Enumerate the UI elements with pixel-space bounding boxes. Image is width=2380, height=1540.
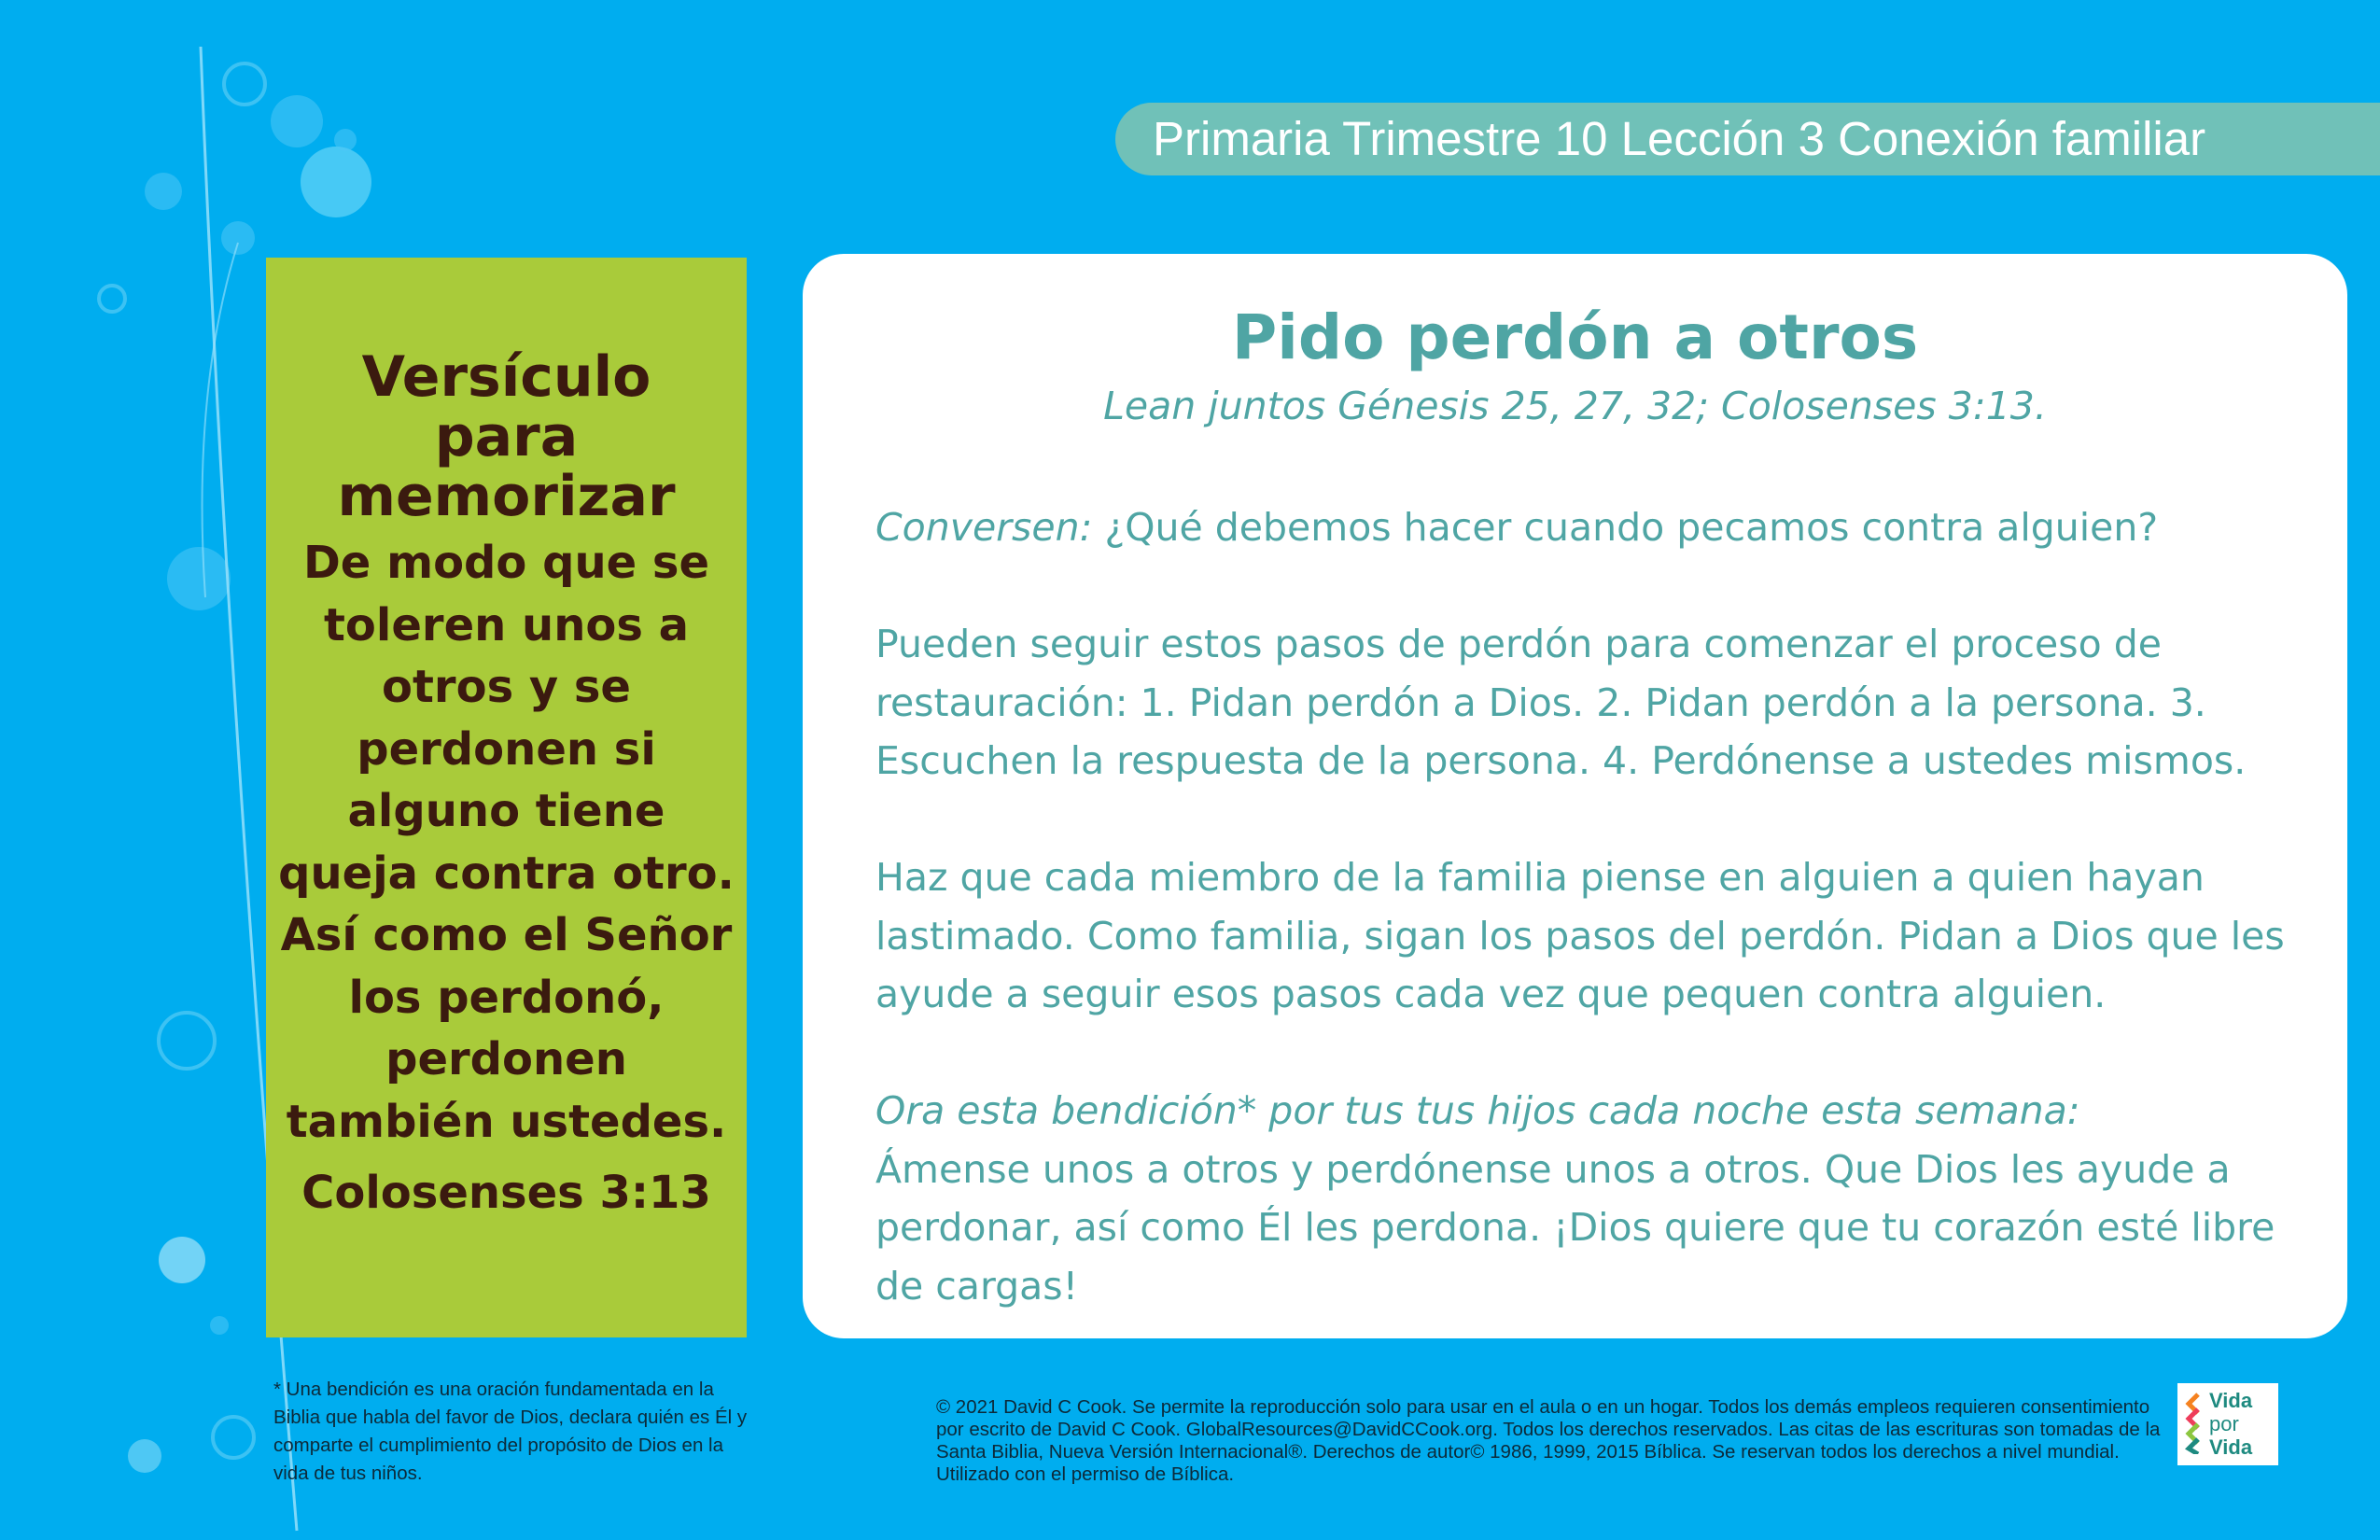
logo-chevron-icon <box>2185 1393 2205 1454</box>
logo-text <box>2209 1389 2278 1459</box>
logo-line-2: por <box>2209 1412 2239 1435</box>
vida-por-vida-logo <box>2177 1383 2278 1465</box>
family-paragraph: Haz que cada miembro de la familia piense en alguien a quien hayan lastimado. Como familia, sigan los pasos del perdón. Pidan a Dios que les ayude a seguir esos pasos cada vez que pequen contra alguien. <box>875 855 2285 1016</box>
card-body <box>875 498 2317 1374</box>
blessing-text: Ámense unos a otros y perdónense unos a otros. Que Dios les ayude a perdonar, así como Él les perdona. ¡Dios quiere que tu corazón esté libre de cargas! <box>875 1146 2275 1309</box>
memory-verse-title: Versículo para memorizar <box>337 344 676 529</box>
copyright-notice: © 2021 David C Cook. Se permite la reproducción solo para usar en el aula o en un hogar. Todos los demás empleos requieren consentimiento por escrito de David C Cook. GlobalResources@DavidCCook.org. Todos los derechos reservados. Las citas de las escrituras son tomadas de la Santa Biblia, Nueva Versión Internacional®. Derechos de autor© 1986, 1999, 2015 Bíblica. Se reservan todos los derechos a nivel mundial. Utilizado con el permiso de Bíblica. <box>936 1396 2161 1485</box>
card-subtitle: Lean juntos Génesis 25, 27, 32; Colosenses 3:13. <box>1103 384 2047 428</box>
steps-paragraph: Pueden seguir estos pasos de perdón para comenzar el proceso de restauración: 1. Pidan perdón a Dios. 2. Pidan perdón a la persona. 3. Escuchen la respuesta de la persona. 4. Perdónense a ustedes mismos. <box>875 622 2247 783</box>
memory-verse-reference: Colosenses 3:13 <box>301 1167 711 1219</box>
family-connection-card <box>803 254 2347 1338</box>
lesson-header <box>1115 103 2380 175</box>
blessing-footnote: * Una bendición es una oración fundamentada en la Biblia que habla del favor de Dios, declara quién es Él y comparte el cumplimiento del propósito de Dios en la vida de tus niños. <box>273 1379 748 1484</box>
lesson-header-title: Primaria Trimestre 10 Lección 3 Conexión familiar <box>1153 112 2206 165</box>
talk-question: ¿Qué debemos hacer cuando pecamos contra alguien? <box>1104 505 2159 550</box>
memory-verse-box <box>266 258 747 1337</box>
logo-line-1: Vida <box>2209 1389 2253 1412</box>
blessing-intro: Ora esta bendición* por tus tus hijos cada noche esta semana: <box>875 1088 2080 1133</box>
talk-label: Conversen: <box>875 505 1093 550</box>
talk-paragraph <box>875 498 2317 557</box>
memory-verse-text: De modo que se toleren unos a otros y se perdonen si alguno tiene queja contra otro. Así como el Señor los perdonó, perdonen también ustedes. <box>278 537 735 1148</box>
blessing-paragraph <box>875 1082 2317 1315</box>
card-title: Pido perdón a otros <box>1231 301 1919 373</box>
logo-line-3: Vida <box>2209 1435 2253 1459</box>
